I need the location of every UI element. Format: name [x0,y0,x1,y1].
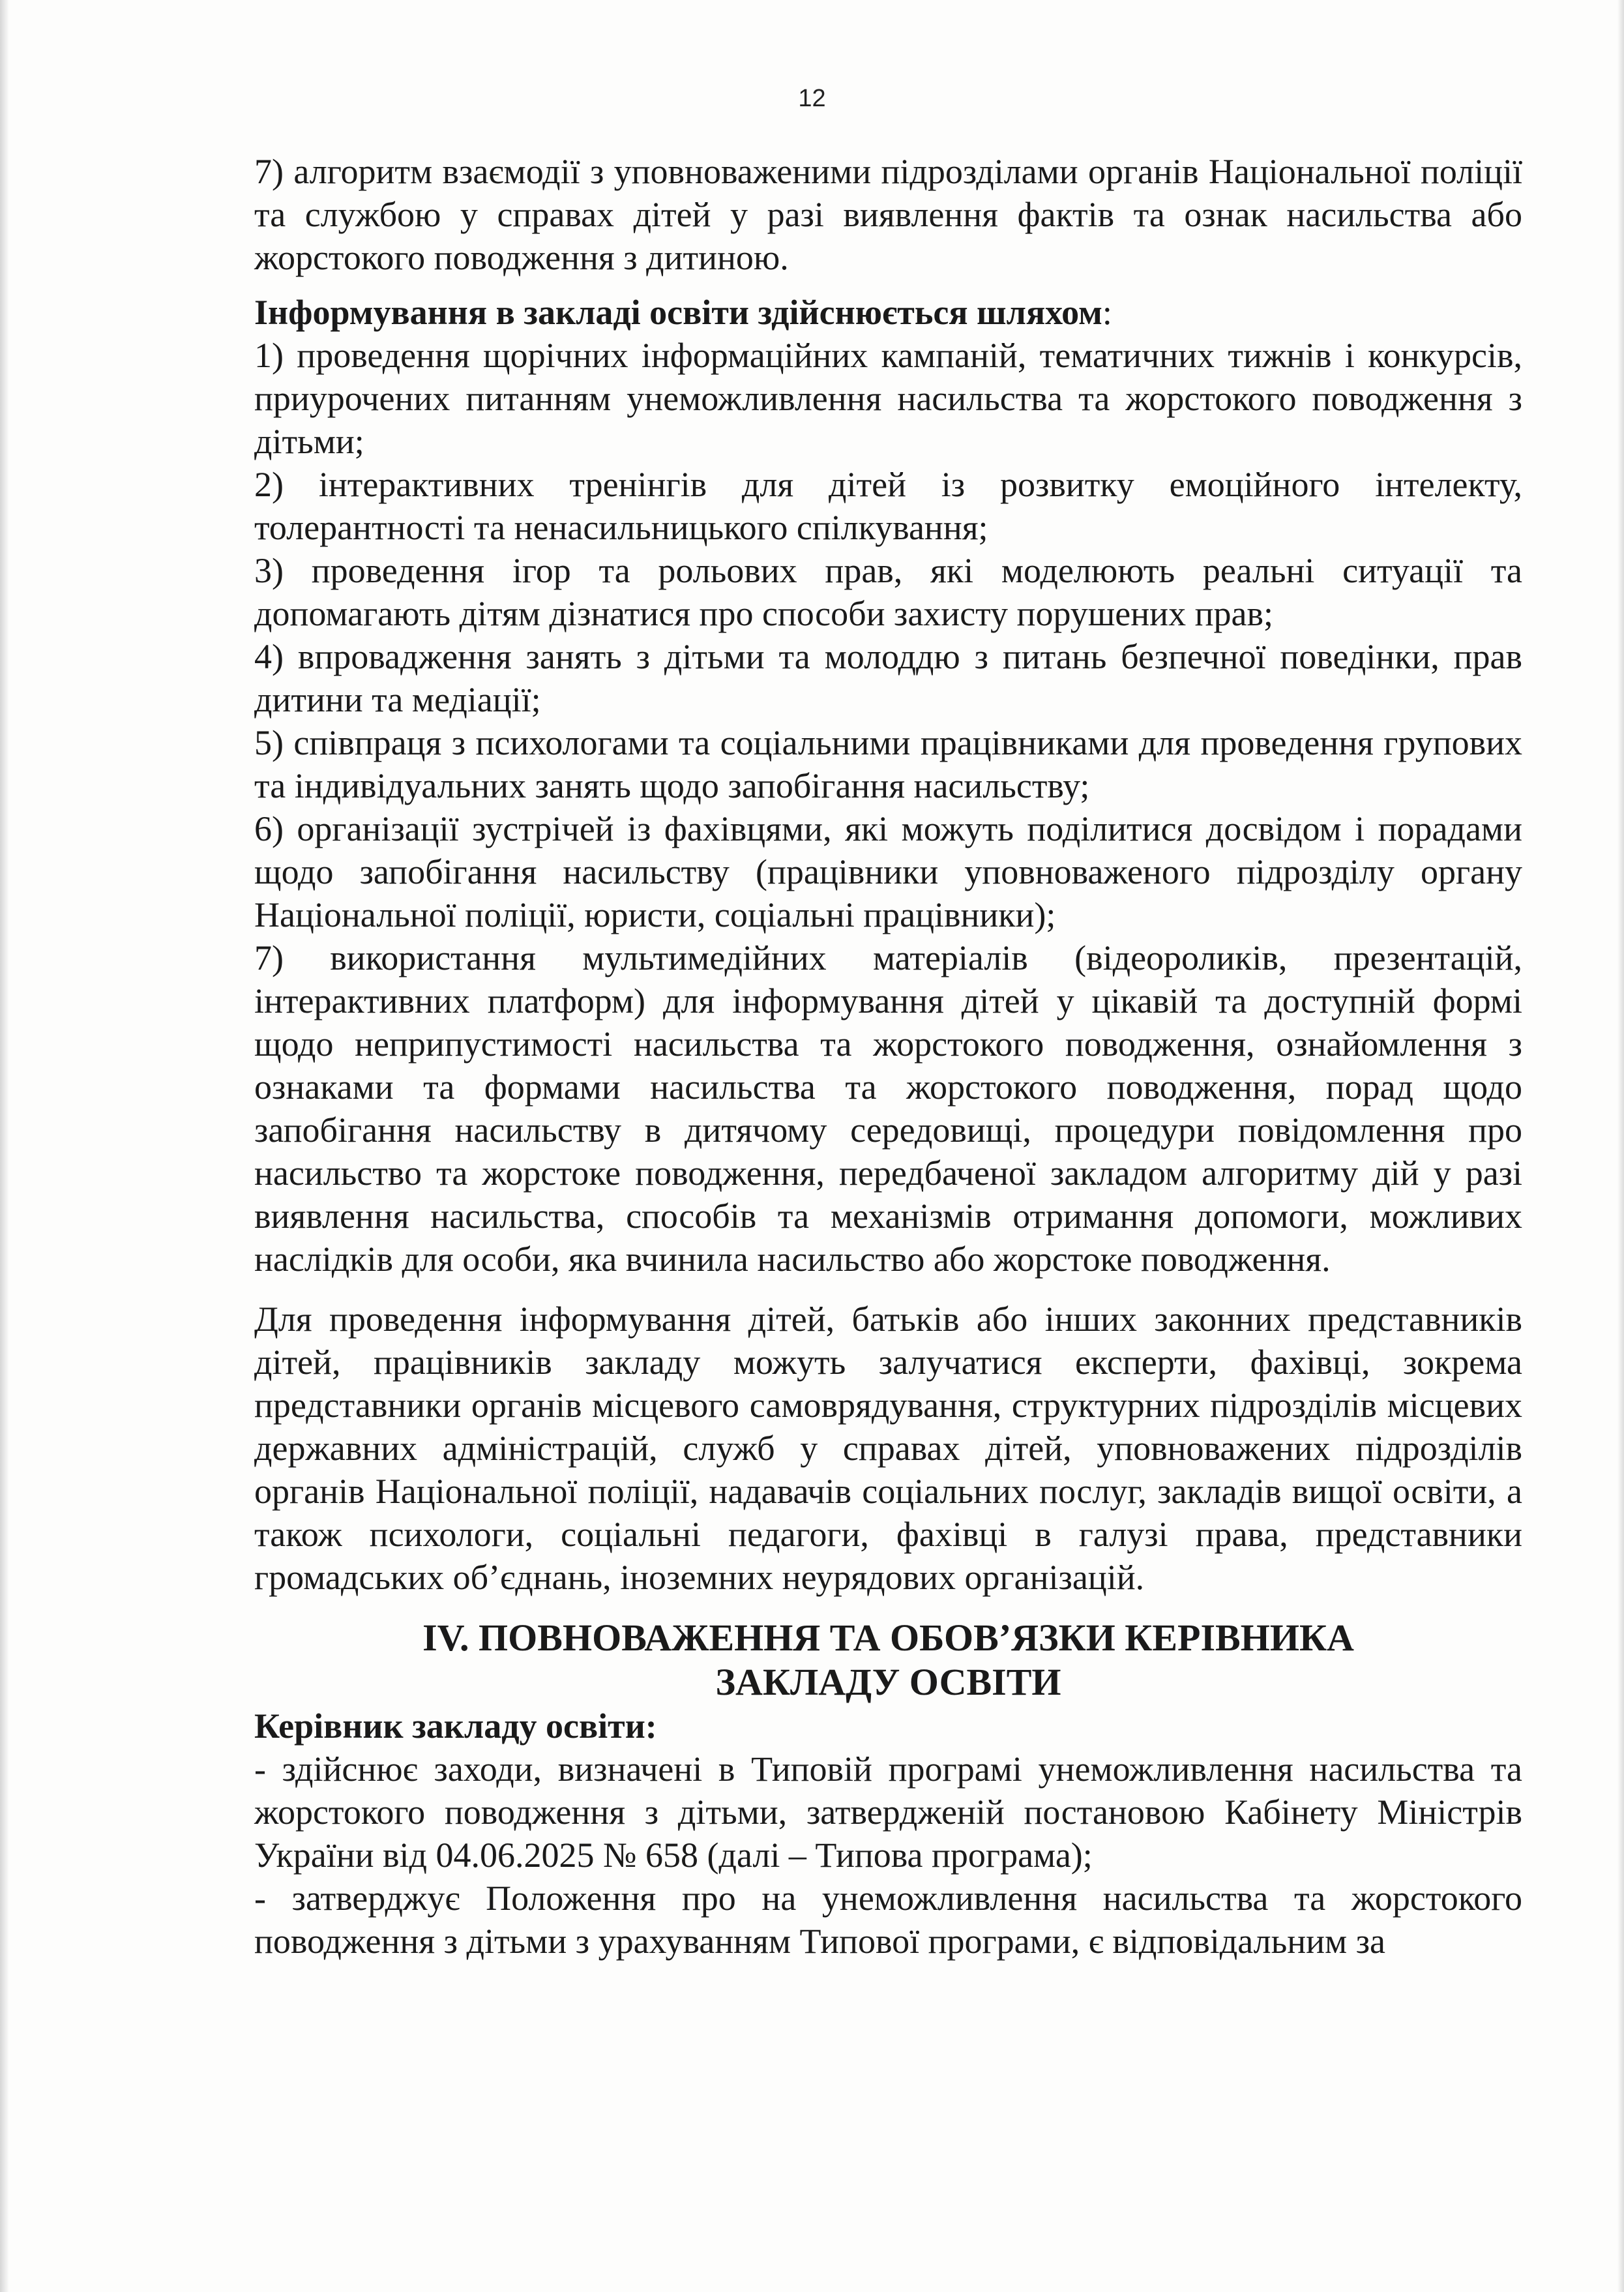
head-item-1: - здійснює заходи, визначені в Типовій програмі унеможливлення насильства та жорстокого поводження з дітьми, затвердженій постановою Кабінету Міністрів України від 04.06.2025 № 658 (далі – Типова програма); [254,1749,1522,1875]
section-heading [254,1616,1522,1704]
algorithm-item-7: 7) алгоритм взаємодії з уповноваженими підрозділами органів Національної поліції та службою у справах дітей у разі виявлення фактів та ознак насильства або жорстокого поводження з дитиною. [254,152,1522,277]
experts-paragraph: Для проведення інформування дітей, батьків або інших законних представників дітей, працівників закладу можуть залучатися експерти, фахівці, зокрема представники органів місцевого самоврядування, структурних підрозділів місцевих державних адміністрацій, служб у справах дітей, уповноважених підрозділів органів Національної поліції, надавачів соціальних послуг, закладів вищої освіти, а також психологи, соціальні педагоги, фахівці в галузі права, представники громадських об’єднань, іноземних неурядових організацій. [254,1300,1522,1597]
informing-item-2: 2) інтерактивних тренінгів для дітей із розвитку емоційного інтелекту, толерантності та ненасильницького спілкування; [254,465,1522,547]
scan-edge-right [1617,0,1624,2292]
informing-item-3: 3) проведення ігор та рольових прав, які моделюють реальні ситуації та допомагають дітям дізнатися про способи захисту порушених прав; [254,551,1522,633]
informing-title-colon: : [1102,293,1112,332]
section-heading-line-2: ЗАКЛАДУ ОСВІТИ [715,1661,1061,1703]
informing-item-1: 1) проведення щорічних інформаційних кампаній, тематичних тижнів і конкурсів, приурочених питанням унеможливлення насильства та жорстокого поводження з дітьми; [254,336,1522,461]
scan-edge-left [0,0,9,2292]
section-heading-line-1: IV. ПОВНОВАЖЕННЯ ТА ОБОВ’ЯЗКИ КЕРІВНИКА [422,1616,1354,1659]
page-number: 12 [798,85,826,112]
informing-title-text: Інформування в закладі освіти здійснюється шляхом [254,293,1102,332]
head-title: Керівник закладу освіти: [254,1706,657,1746]
head-item-2: - затверджує Положення про на унеможливлення насильства та жорстокого поводження з дітьми з урахуванням Типової програми, є відповідальним за [254,1879,1522,1961]
informing-item-4: 4) впровадження занять з дітьми та молоддю з питань безпечної поведінки, прав дитини та медіації; [254,637,1522,719]
informing-item-5: 5) співпраця з психологами та соціальними працівниками для проведення групових та індивідуальних занять щодо запобігання насильству; [254,723,1522,805]
informing-item-6: 6) організації зустрічей із фахівцями, які можуть поділитися досвідом і порадами щодо запобігання насильству (працівники уповноваженого підрозділу органу Національної поліції, юристи, соціальні працівники); [254,809,1522,934]
informing-item-7: 7) використання мультимедійних матеріалів (відеороликів, презентацій, інтерактивних платформ) для інформування дітей у цікавій та доступній формі щодо неприпустимості насильства та жорстокого поводження, ознайомлення з ознаками та формами насильства та жорстокого поводження, порад щодо запобігання насильству в дитячому середовищі, процедури повідомлення про насильство та жорстоке поводження, передбаченої закладом алгоритму дій у разі виявлення насильства, способів та механізмів отримання допомоги, можливих наслідків для особи, яка вчинила насильство або жорстоке поводження. [254,938,1522,1279]
informing-title [254,291,1522,334]
document-body [254,150,1522,1963]
